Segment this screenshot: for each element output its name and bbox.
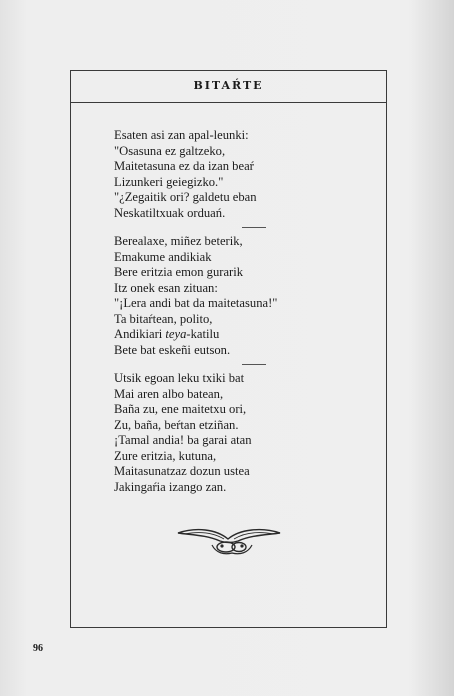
poem-line: Zure eritzia, kutuna, [114,448,217,463]
poem-line: Itz onek esan zituan: [114,280,218,295]
poem-line: "¡Lera andi bat da maitetasuna!" [114,296,278,310]
page-number: 96 [33,643,43,654]
poem [114,128,384,495]
poem-line: "Osasuna ez galtzeko, [114,143,226,158]
poem-line: Baña zu, ene maitetxu ori, [114,402,247,416]
header-rule [70,102,387,103]
poem-line: ¡Tamal andia! ba garai atan [114,433,252,447]
poem-line: Zu, baña, beŕtan etziñan. [114,417,239,432]
poem-line: Maitasunatzaz dozun ustea [114,464,250,478]
poem-line: Jakingaŕia izango zan. [114,479,227,494]
poem-line: Maitetasuna ez da izan beaŕ [114,159,254,173]
poem-line: Lizunkeri geiegizko." [114,174,224,189]
stanza-1 [114,128,384,221]
stanza-2 [114,234,384,358]
poem-line-italic-word: Andikiari teya-katilu [114,327,220,341]
italic-word: teya [165,327,187,341]
poem-line: Bere eritzia emon gurarik [114,265,244,279]
vine-flourish-ornament-icon [176,525,282,559]
poem-line: Esaten asi zan apal-leunki: [114,128,249,142]
poem-line: Mai aren albo batean, [114,386,224,401]
running-head: BITAŔTE [193,79,264,92]
stanza-separator [242,227,266,228]
poem-line: Emakume andikiak [114,249,212,264]
poem-line: Ta bitaŕtean, polito, [114,311,213,326]
poem-line: "¿Zegaitik ori? galdetu eban [114,190,257,204]
poem-line: Neskatiltxuak orduań. [114,205,226,220]
stanza-3 [114,371,384,495]
poem-line: Utsik egoan leku txiki bat [114,371,245,385]
poem-line: Berealaxe, miñez beterik, [114,234,243,248]
poem-line: Bete bat eskeñi eutson. [114,342,231,357]
stanza-separator [242,364,266,365]
